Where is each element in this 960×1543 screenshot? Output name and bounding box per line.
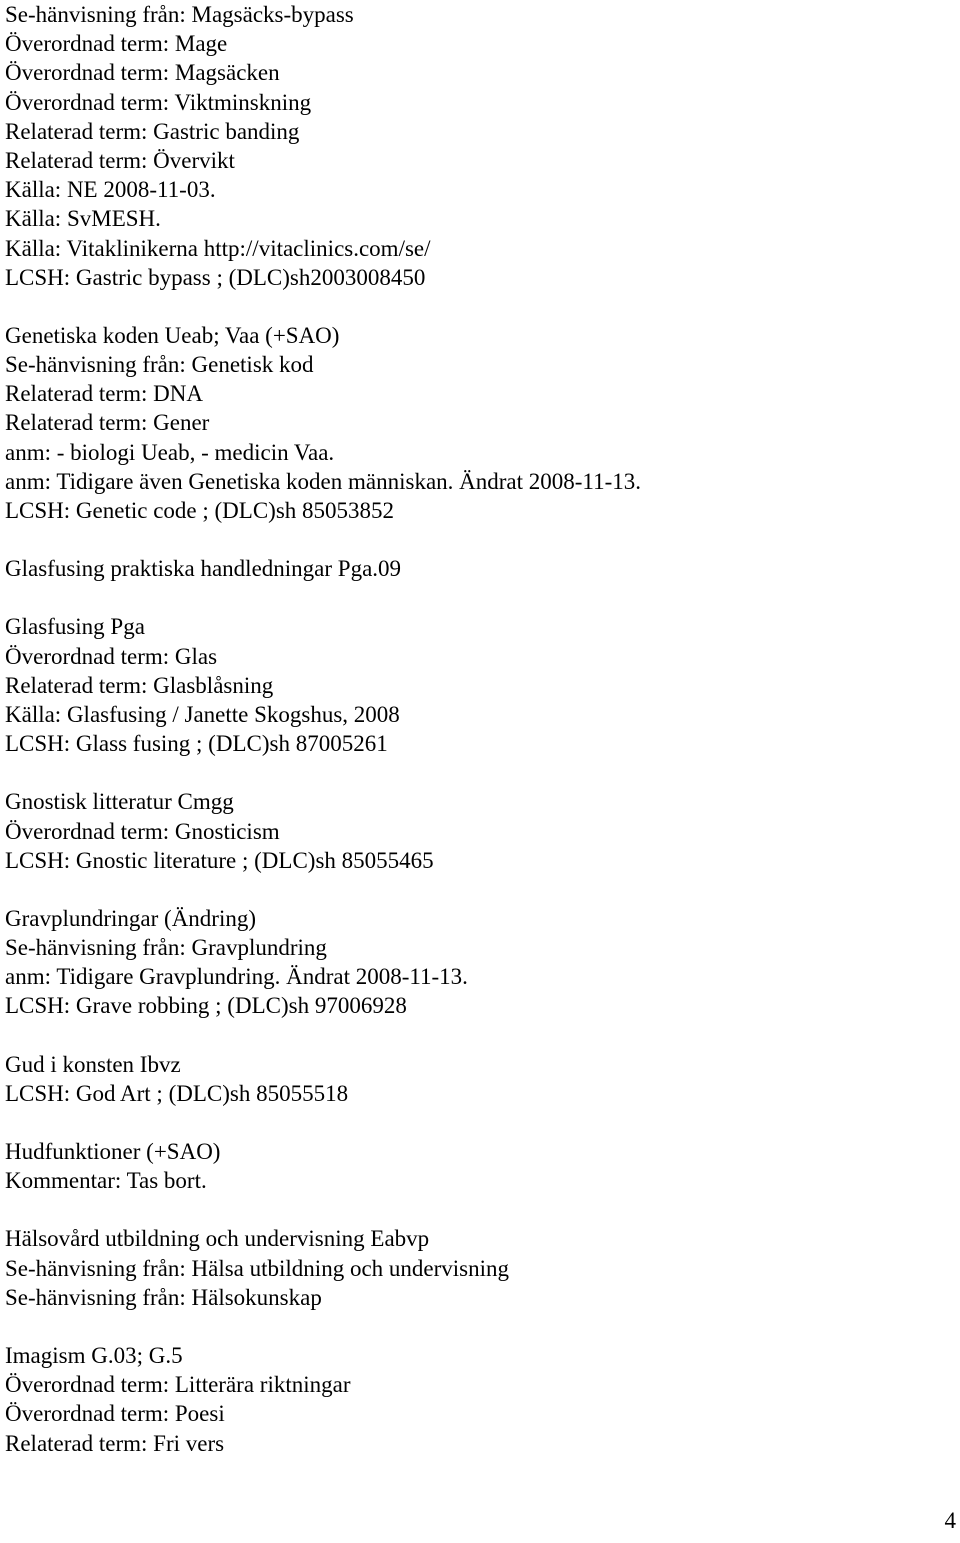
entry-line: anm: Tidigare Gravplundring. Ändrat 2008-11-13. (5, 964, 468, 990)
entry-line: Gnostisk litteratur Cmgg (5, 789, 234, 815)
entry-line: Relaterad term: Gener (5, 410, 210, 436)
entry-line: Hudfunktioner (+SAO) (5, 1139, 221, 1164)
page-number: 4 (944, 1508, 956, 1533)
entry-line: LCSH: God Art ; (DLC)sh 85055518 (5, 1080, 349, 1106)
entry-line: Se-hänvisning från: Gravplundring (5, 935, 327, 961)
entry-line: Relaterad term: Fri vers (5, 1430, 225, 1456)
entry-line: LCSH: Genetic code ; (DLC)sh 85053852 (5, 498, 395, 523)
entry-line: Överordnad term: Glas (5, 643, 218, 669)
entry-line: Gravplundringar (Ändring) (5, 905, 257, 931)
entry-line: Genetiska koden Ueab; Vaa (+SAO) (5, 322, 340, 348)
entry-line: Överordnad term: Gnosticism (5, 818, 280, 844)
entry-line: Relaterad term: DNA (5, 381, 203, 407)
entry-line: Gud i konsten Ibvz (5, 1051, 181, 1077)
entry-line: Hälsovård utbildning och undervisning Eabvp (5, 1226, 430, 1252)
entry-line: Källa: Vitaklinikerna http://vitaclinics.com/se/ (5, 235, 431, 261)
entry-block (5, 787, 945, 875)
entry-line: Se-hänvisning från: Magsäcks-bypass (5, 2, 354, 27)
entry-line: LCSH: Gastric bypass ; (DLC)sh2003008450 (5, 264, 426, 290)
entry-line: Överordnad term: Litterära riktningar (5, 1372, 351, 1398)
entry-line: Relaterad term: Gastric banding (5, 118, 300, 144)
entry-line: Se-hänvisning från: Hälsa utbildning och undervisning (5, 1255, 510, 1281)
entry-block (5, 1137, 945, 1195)
entry-line: Kommentar: Tas bort. (5, 1168, 207, 1194)
entry-line: LCSH: Gnostic literature ; (DLC)sh 85055465 (5, 847, 434, 873)
entry-line: Källa: Glasfusing / Janette Skogshus, 2008 (5, 701, 400, 727)
entry-line: LCSH: Glass fusing ; (DLC)sh 87005261 (5, 731, 388, 757)
entry-line: Se-hänvisning från: Genetisk kod (5, 352, 314, 378)
entry-line: Relaterad term: Glasblåsning (5, 672, 274, 698)
entry-line: Glasfusing Pga (5, 614, 145, 640)
entry-line: Källa: NE 2008-11-03. (5, 177, 216, 203)
entry-line: Överordnad term: Mage (5, 31, 228, 57)
entry-line: Överordnad term: Magsäcken (5, 60, 280, 86)
entry-line: Överordnad term: Viktminskning (5, 89, 312, 115)
entry-line: Överordnad term: Poesi (5, 1401, 225, 1427)
entry-block (5, 0, 945, 292)
entry-block (5, 1050, 945, 1108)
entry-line: Relaterad term: Övervikt (5, 147, 235, 173)
entry-block (5, 904, 945, 1021)
entry-block (5, 1224, 945, 1312)
entry-block (5, 1341, 945, 1458)
entry-line: Glasfusing praktiska handledningar Pga.09 (5, 556, 402, 582)
entry-line: anm: Tidigare även Genetiska koden människan. Ändrat 2008-11-13. (5, 468, 641, 494)
entry-line: Se-hänvisning från: Hälsokunskap (5, 1284, 322, 1310)
entry-block (5, 321, 945, 525)
entry-line: anm: - biologi Ueab, - medicin Vaa. (5, 439, 335, 465)
document-body (5, 0, 945, 1487)
entry-line: Imagism G.03; G.5 (5, 1342, 183, 1368)
entry-block (5, 612, 945, 758)
entry-line: Källa: SvMESH. (5, 206, 161, 232)
entry-line: LCSH: Grave robbing ; (DLC)sh 97006928 (5, 993, 407, 1019)
entry-block (5, 554, 945, 583)
